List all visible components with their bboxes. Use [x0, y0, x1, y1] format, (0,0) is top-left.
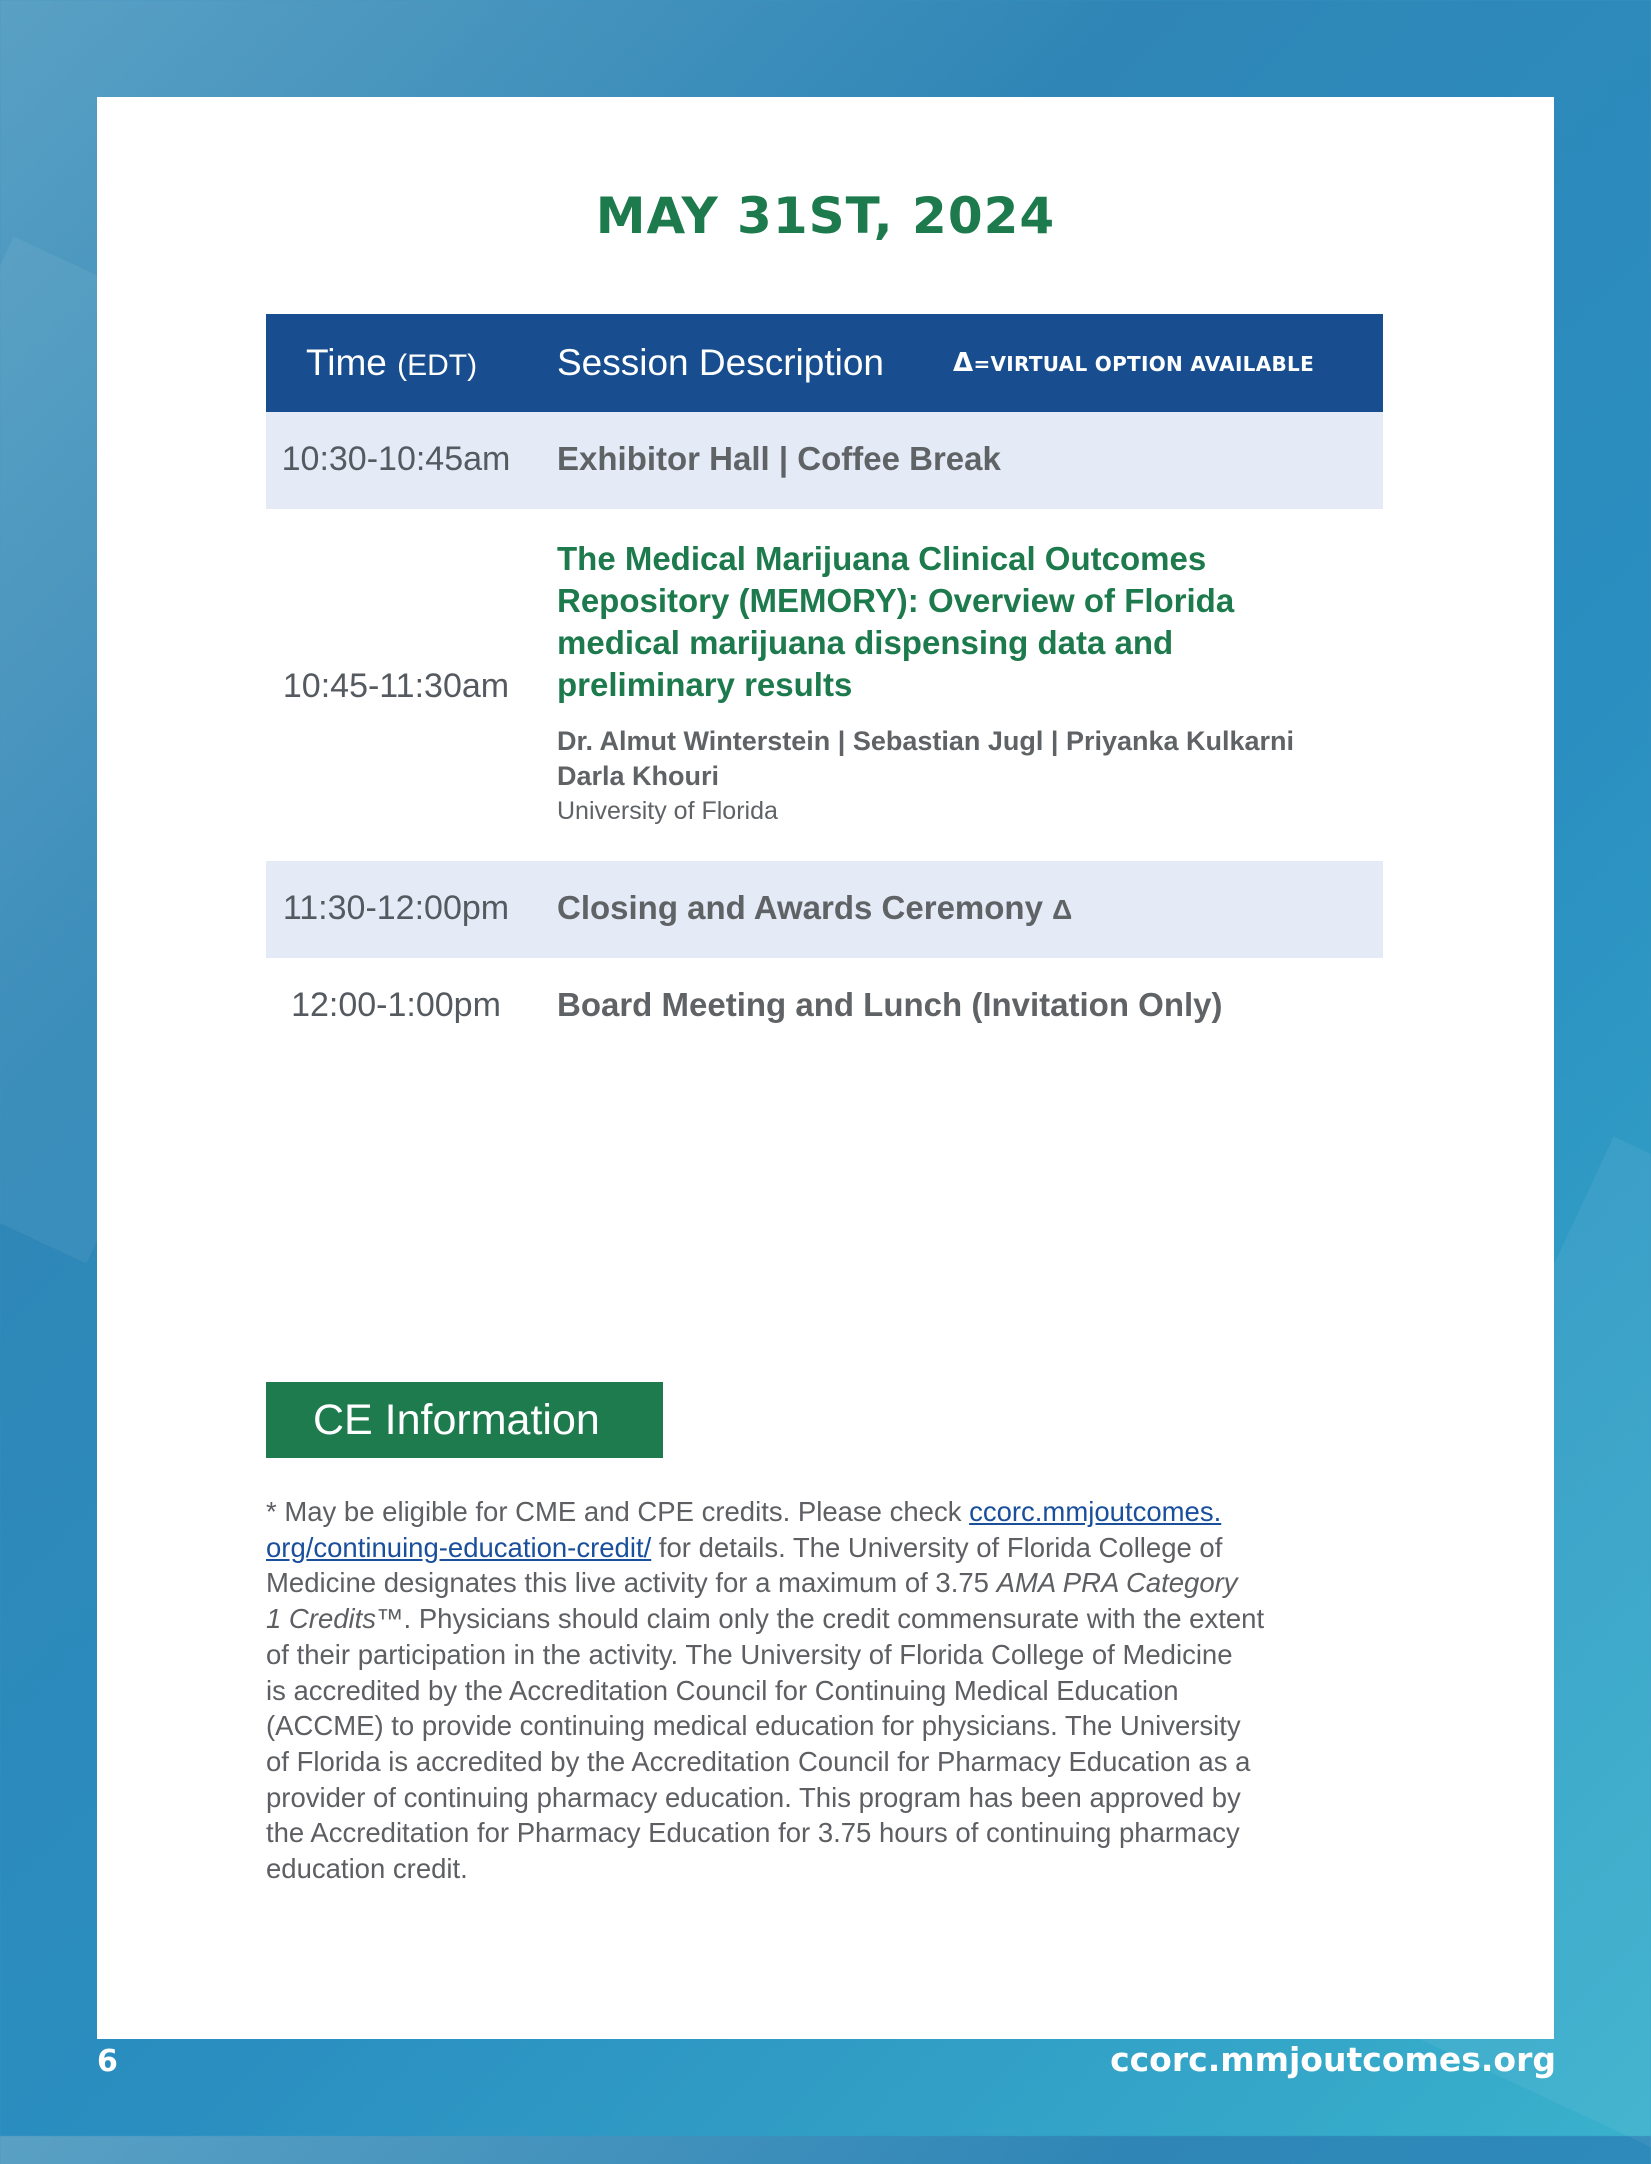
- session-time: 11:30-12:00pm: [282, 889, 510, 927]
- ce-text-line: [266, 1565, 1346, 1601]
- ce-text-line: [266, 1815, 1346, 1851]
- ce-text-segment: Medicine designates this live activity for a maximum of 3.75: [266, 1567, 997, 1599]
- ce-text-segment: the Accreditation for Pharmacy Education for 3.75 hours of continuing pharmacy: [266, 1817, 1240, 1849]
- ce-text-emphasis: AMA PRA Category: [996, 1567, 1238, 1599]
- session-title-text: Closing and Awards Ceremony: [557, 889, 1043, 926]
- session-description: [557, 538, 1353, 828]
- ce-text-line: [266, 1601, 1346, 1637]
- session-title: [557, 538, 1353, 706]
- ce-text-line: [266, 1673, 1346, 1709]
- session-time: 10:45-11:30am: [282, 667, 510, 705]
- session-time: 10:30-10:45am: [281, 440, 511, 478]
- session-title-line: Repository (MEMORY): Overview of Florida: [557, 582, 1235, 619]
- speakers-line: Dr. Almut Winterstein | Sebastian Jugl | Priyanka Kulkarni: [557, 726, 1295, 756]
- session-title-line: The Medical Marijuana Clinical Outcomes: [557, 540, 1207, 577]
- ce-text-segment: of their participation in the activity. The University of Florida College of Medicine: [266, 1638, 1233, 1670]
- ce-text-line: [266, 1530, 1346, 1566]
- ce-information-heading: CE Information: [266, 1382, 663, 1458]
- description-column-header: Session Description: [557, 342, 884, 383]
- time-header-label: Time: [306, 342, 387, 383]
- session-title-line: preliminary results: [557, 666, 853, 703]
- ce-text-line: [266, 1780, 1346, 1816]
- session-affiliation: University of Florida: [557, 797, 778, 825]
- session-speakers: [557, 724, 1353, 794]
- ce-text-segment: * May be eligible for CME and CPE credits. Please check: [266, 1496, 970, 1527]
- schedule-row: [266, 958, 1383, 1055]
- ce-text-line: [266, 1494, 1346, 1530]
- schedule-header: [266, 314, 1383, 412]
- ce-text-line: [266, 1851, 1346, 1887]
- delta-icon: Δ: [953, 348, 974, 378]
- page-number: 6: [97, 2044, 118, 2079]
- footer-url: ccorc.mmjoutcomes.org: [1110, 2040, 1556, 2079]
- ce-text-segment: for details. The University of Florida College of: [651, 1531, 1223, 1563]
- ce-text-line: [266, 1708, 1346, 1744]
- delta-icon: Δ: [1052, 894, 1073, 925]
- session-title: Board Meeting and Lunch (Invitation Only): [557, 986, 1223, 1023]
- session-title: Exhibitor Hall | Coffee Break: [557, 440, 1001, 477]
- ce-credit-link[interactable]: ccorc.mmjoutcomes.: [969, 1496, 1222, 1527]
- speakers-line: Darla Khouri: [557, 761, 720, 791]
- session-description: [557, 440, 1353, 478]
- ce-text-segment: provider of continuing pharmacy education. This program has been approved by: [266, 1781, 1241, 1813]
- ce-text-line: [266, 1637, 1346, 1673]
- ce-text-segment: . Physicians should claim only the credit commensurate with the extent: [403, 1603, 1265, 1635]
- time-column-header: [306, 342, 477, 384]
- ce-text-segment: education credit.: [266, 1853, 468, 1885]
- session-title: [557, 889, 1353, 927]
- ce-text-segment: is accredited by the Accreditation Council for Continuing Medical Education: [266, 1674, 1179, 1706]
- session-description: [557, 986, 1353, 1024]
- schedule-table: [266, 314, 1383, 1055]
- ce-text-line: [266, 1744, 1346, 1780]
- time-zone-label: (EDT): [397, 349, 478, 382]
- session-description: [557, 889, 1353, 927]
- page-title: MAY 31ST, 2024: [595, 187, 1056, 245]
- ce-text-emphasis: 1 Credits™: [266, 1603, 404, 1635]
- ce-information-text: [266, 1494, 1346, 1887]
- schedule-row: [266, 412, 1383, 509]
- virtual-legend-label: =VIRTUAL OPTION AVAILABLE: [973, 352, 1315, 376]
- schedule-row: [266, 509, 1383, 861]
- ce-credit-link[interactable]: org/continuing-education-credit/: [266, 1531, 652, 1563]
- ce-text-segment: of Florida is accredited by the Accreditation Council for Pharmacy Education as a: [266, 1745, 1251, 1777]
- schedule-page: [97, 97, 1554, 2039]
- virtual-legend: [953, 348, 1314, 378]
- session-time: 12:00-1:00pm: [291, 986, 501, 1024]
- schedule-row: [266, 861, 1383, 958]
- session-title-line: medical marijuana dispensing data and: [557, 624, 1174, 661]
- ce-text-segment: (ACCME) to provide continuing medical education for physicians. The University: [266, 1710, 1241, 1742]
